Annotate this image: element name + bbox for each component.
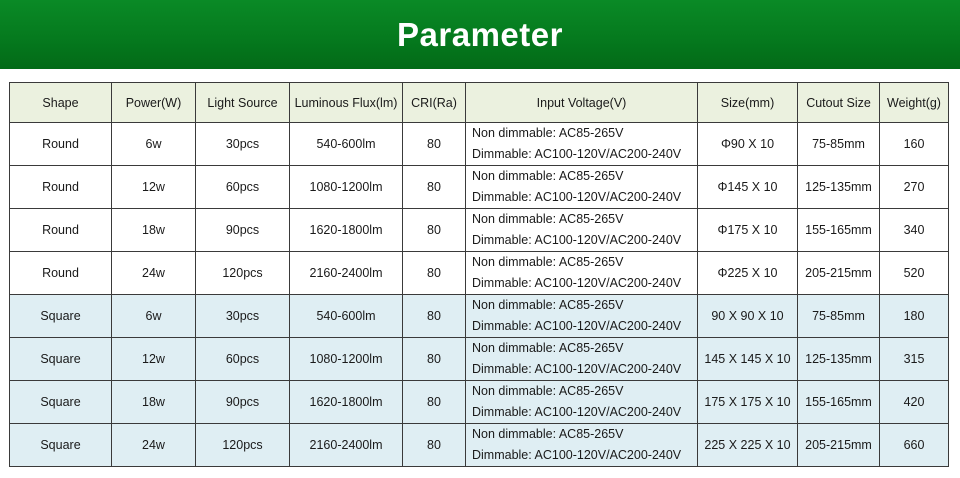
cell-cri: 80: [403, 123, 466, 166]
voltage-non-dimmable: Non dimmable: AC85-265V: [472, 255, 624, 269]
cell-size: Φ145 X 10: [698, 166, 798, 209]
cell-cutout-size: 125-135mm: [798, 166, 880, 209]
cell-luminous-flux: 2160-2400lm: [290, 252, 403, 295]
voltage-non-dimmable: Non dimmable: AC85-265V: [472, 126, 624, 140]
column-header-cri: CRI(Ra): [403, 83, 466, 123]
cell-light-source: 120pcs: [196, 252, 290, 295]
column-header-input-voltage: Input Voltage(V): [466, 83, 698, 123]
cell-shape: Round: [10, 209, 112, 252]
cell-luminous-flux: 540-600lm: [290, 123, 403, 166]
cell-cutout-size: 155-165mm: [798, 381, 880, 424]
cell-power: 24w: [112, 424, 196, 467]
table-row: [10, 381, 949, 424]
cell-luminous-flux: 1620-1800lm: [290, 209, 403, 252]
cell-cutout-size: 205-215mm: [798, 424, 880, 467]
voltage-dimmable: Dimmable: AC100-120V/AC200-240V: [472, 147, 682, 161]
cell-weight: 315: [880, 338, 949, 381]
cell-shape: Round: [10, 123, 112, 166]
cell-cutout-size: 125-135mm: [798, 338, 880, 381]
cell-power: 24w: [112, 252, 196, 295]
voltage-dimmable: Dimmable: AC100-120V/AC200-240V: [472, 448, 682, 462]
cell-weight: 660: [880, 424, 949, 467]
cell-size: Φ225 X 10: [698, 252, 798, 295]
cell-size: Φ175 X 10: [698, 209, 798, 252]
cell-weight: 340: [880, 209, 949, 252]
cell-cutout-size: 75-85mm: [798, 295, 880, 338]
cell-luminous-flux: 1620-1800lm: [290, 381, 403, 424]
title-banner: [0, 0, 960, 69]
cell-cri: 80: [403, 252, 466, 295]
cell-input-voltage: [466, 295, 698, 338]
parameter-table-container: [9, 82, 948, 467]
table-row: [10, 295, 949, 338]
cell-shape: Square: [10, 295, 112, 338]
voltage-non-dimmable: Non dimmable: AC85-265V: [472, 427, 624, 441]
cell-power: 6w: [112, 123, 196, 166]
column-header-cutout-size: Cutout Size: [798, 83, 880, 123]
table-row: [10, 209, 949, 252]
cell-weight: 180: [880, 295, 949, 338]
cell-weight: 160: [880, 123, 949, 166]
voltage-non-dimmable: Non dimmable: AC85-265V: [472, 341, 624, 355]
cell-input-voltage: [466, 166, 698, 209]
cell-size: 175 X 175 X 10: [698, 381, 798, 424]
parameter-table: [9, 82, 949, 467]
cell-luminous-flux: 540-600lm: [290, 295, 403, 338]
page-title: Parameter: [397, 15, 563, 53]
cell-weight: 270: [880, 166, 949, 209]
voltage-dimmable: Dimmable: AC100-120V/AC200-240V: [472, 233, 682, 247]
cell-shape: Square: [10, 424, 112, 467]
cell-input-voltage: [466, 424, 698, 467]
cell-cutout-size: 75-85mm: [798, 123, 880, 166]
voltage-dimmable: Dimmable: AC100-120V/AC200-240V: [472, 362, 682, 376]
column-header-weight: Weight(g): [880, 83, 949, 123]
cell-cri: 80: [403, 424, 466, 467]
voltage-non-dimmable: Non dimmable: AC85-265V: [472, 298, 624, 312]
cell-input-voltage: [466, 252, 698, 295]
cell-cutout-size: 205-215mm: [798, 252, 880, 295]
cell-light-source: 90pcs: [196, 209, 290, 252]
voltage-non-dimmable: Non dimmable: AC85-265V: [472, 169, 624, 183]
cell-weight: 520: [880, 252, 949, 295]
column-header-luminous-flux: Luminous Flux(lm): [290, 83, 403, 123]
cell-light-source: 30pcs: [196, 123, 290, 166]
table-header-row: [10, 83, 949, 123]
table-row: [10, 123, 949, 166]
cell-cri: 80: [403, 338, 466, 381]
voltage-non-dimmable: Non dimmable: AC85-265V: [472, 384, 624, 398]
cell-shape: Square: [10, 338, 112, 381]
cell-light-source: 30pcs: [196, 295, 290, 338]
column-header-light-source: Light Source: [196, 83, 290, 123]
cell-shape: Round: [10, 252, 112, 295]
cell-cri: 80: [403, 166, 466, 209]
cell-power: 12w: [112, 338, 196, 381]
cell-cri: 80: [403, 295, 466, 338]
cell-input-voltage: [466, 123, 698, 166]
cell-light-source: 60pcs: [196, 166, 290, 209]
cell-size: 145 X 145 X 10: [698, 338, 798, 381]
cell-input-voltage: [466, 381, 698, 424]
cell-cri: 80: [403, 381, 466, 424]
voltage-non-dimmable: Non dimmable: AC85-265V: [472, 212, 624, 226]
column-header-power: Power(W): [112, 83, 196, 123]
table-row: [10, 424, 949, 467]
table-row: [10, 338, 949, 381]
cell-size: Φ90 X 10: [698, 123, 798, 166]
cell-power: 12w: [112, 166, 196, 209]
cell-shape: Round: [10, 166, 112, 209]
cell-size: 90 X 90 X 10: [698, 295, 798, 338]
voltage-dimmable: Dimmable: AC100-120V/AC200-240V: [472, 405, 682, 419]
cell-power: 18w: [112, 381, 196, 424]
voltage-dimmable: Dimmable: AC100-120V/AC200-240V: [472, 190, 682, 204]
table-row: [10, 166, 949, 209]
cell-input-voltage: [466, 338, 698, 381]
cell-size: 225 X 225 X 10: [698, 424, 798, 467]
voltage-dimmable: Dimmable: AC100-120V/AC200-240V: [472, 319, 682, 333]
cell-light-source: 120pcs: [196, 424, 290, 467]
cell-power: 18w: [112, 209, 196, 252]
cell-cri: 80: [403, 209, 466, 252]
cell-shape: Square: [10, 381, 112, 424]
table-row: [10, 252, 949, 295]
cell-input-voltage: [466, 209, 698, 252]
column-header-shape: Shape: [10, 83, 112, 123]
cell-luminous-flux: 1080-1200lm: [290, 338, 403, 381]
cell-power: 6w: [112, 295, 196, 338]
cell-light-source: 60pcs: [196, 338, 290, 381]
column-header-size: Size(mm): [698, 83, 798, 123]
cell-luminous-flux: 1080-1200lm: [290, 166, 403, 209]
voltage-dimmable: Dimmable: AC100-120V/AC200-240V: [472, 276, 682, 290]
cell-weight: 420: [880, 381, 949, 424]
cell-light-source: 90pcs: [196, 381, 290, 424]
cell-luminous-flux: 2160-2400lm: [290, 424, 403, 467]
cell-cutout-size: 155-165mm: [798, 209, 880, 252]
